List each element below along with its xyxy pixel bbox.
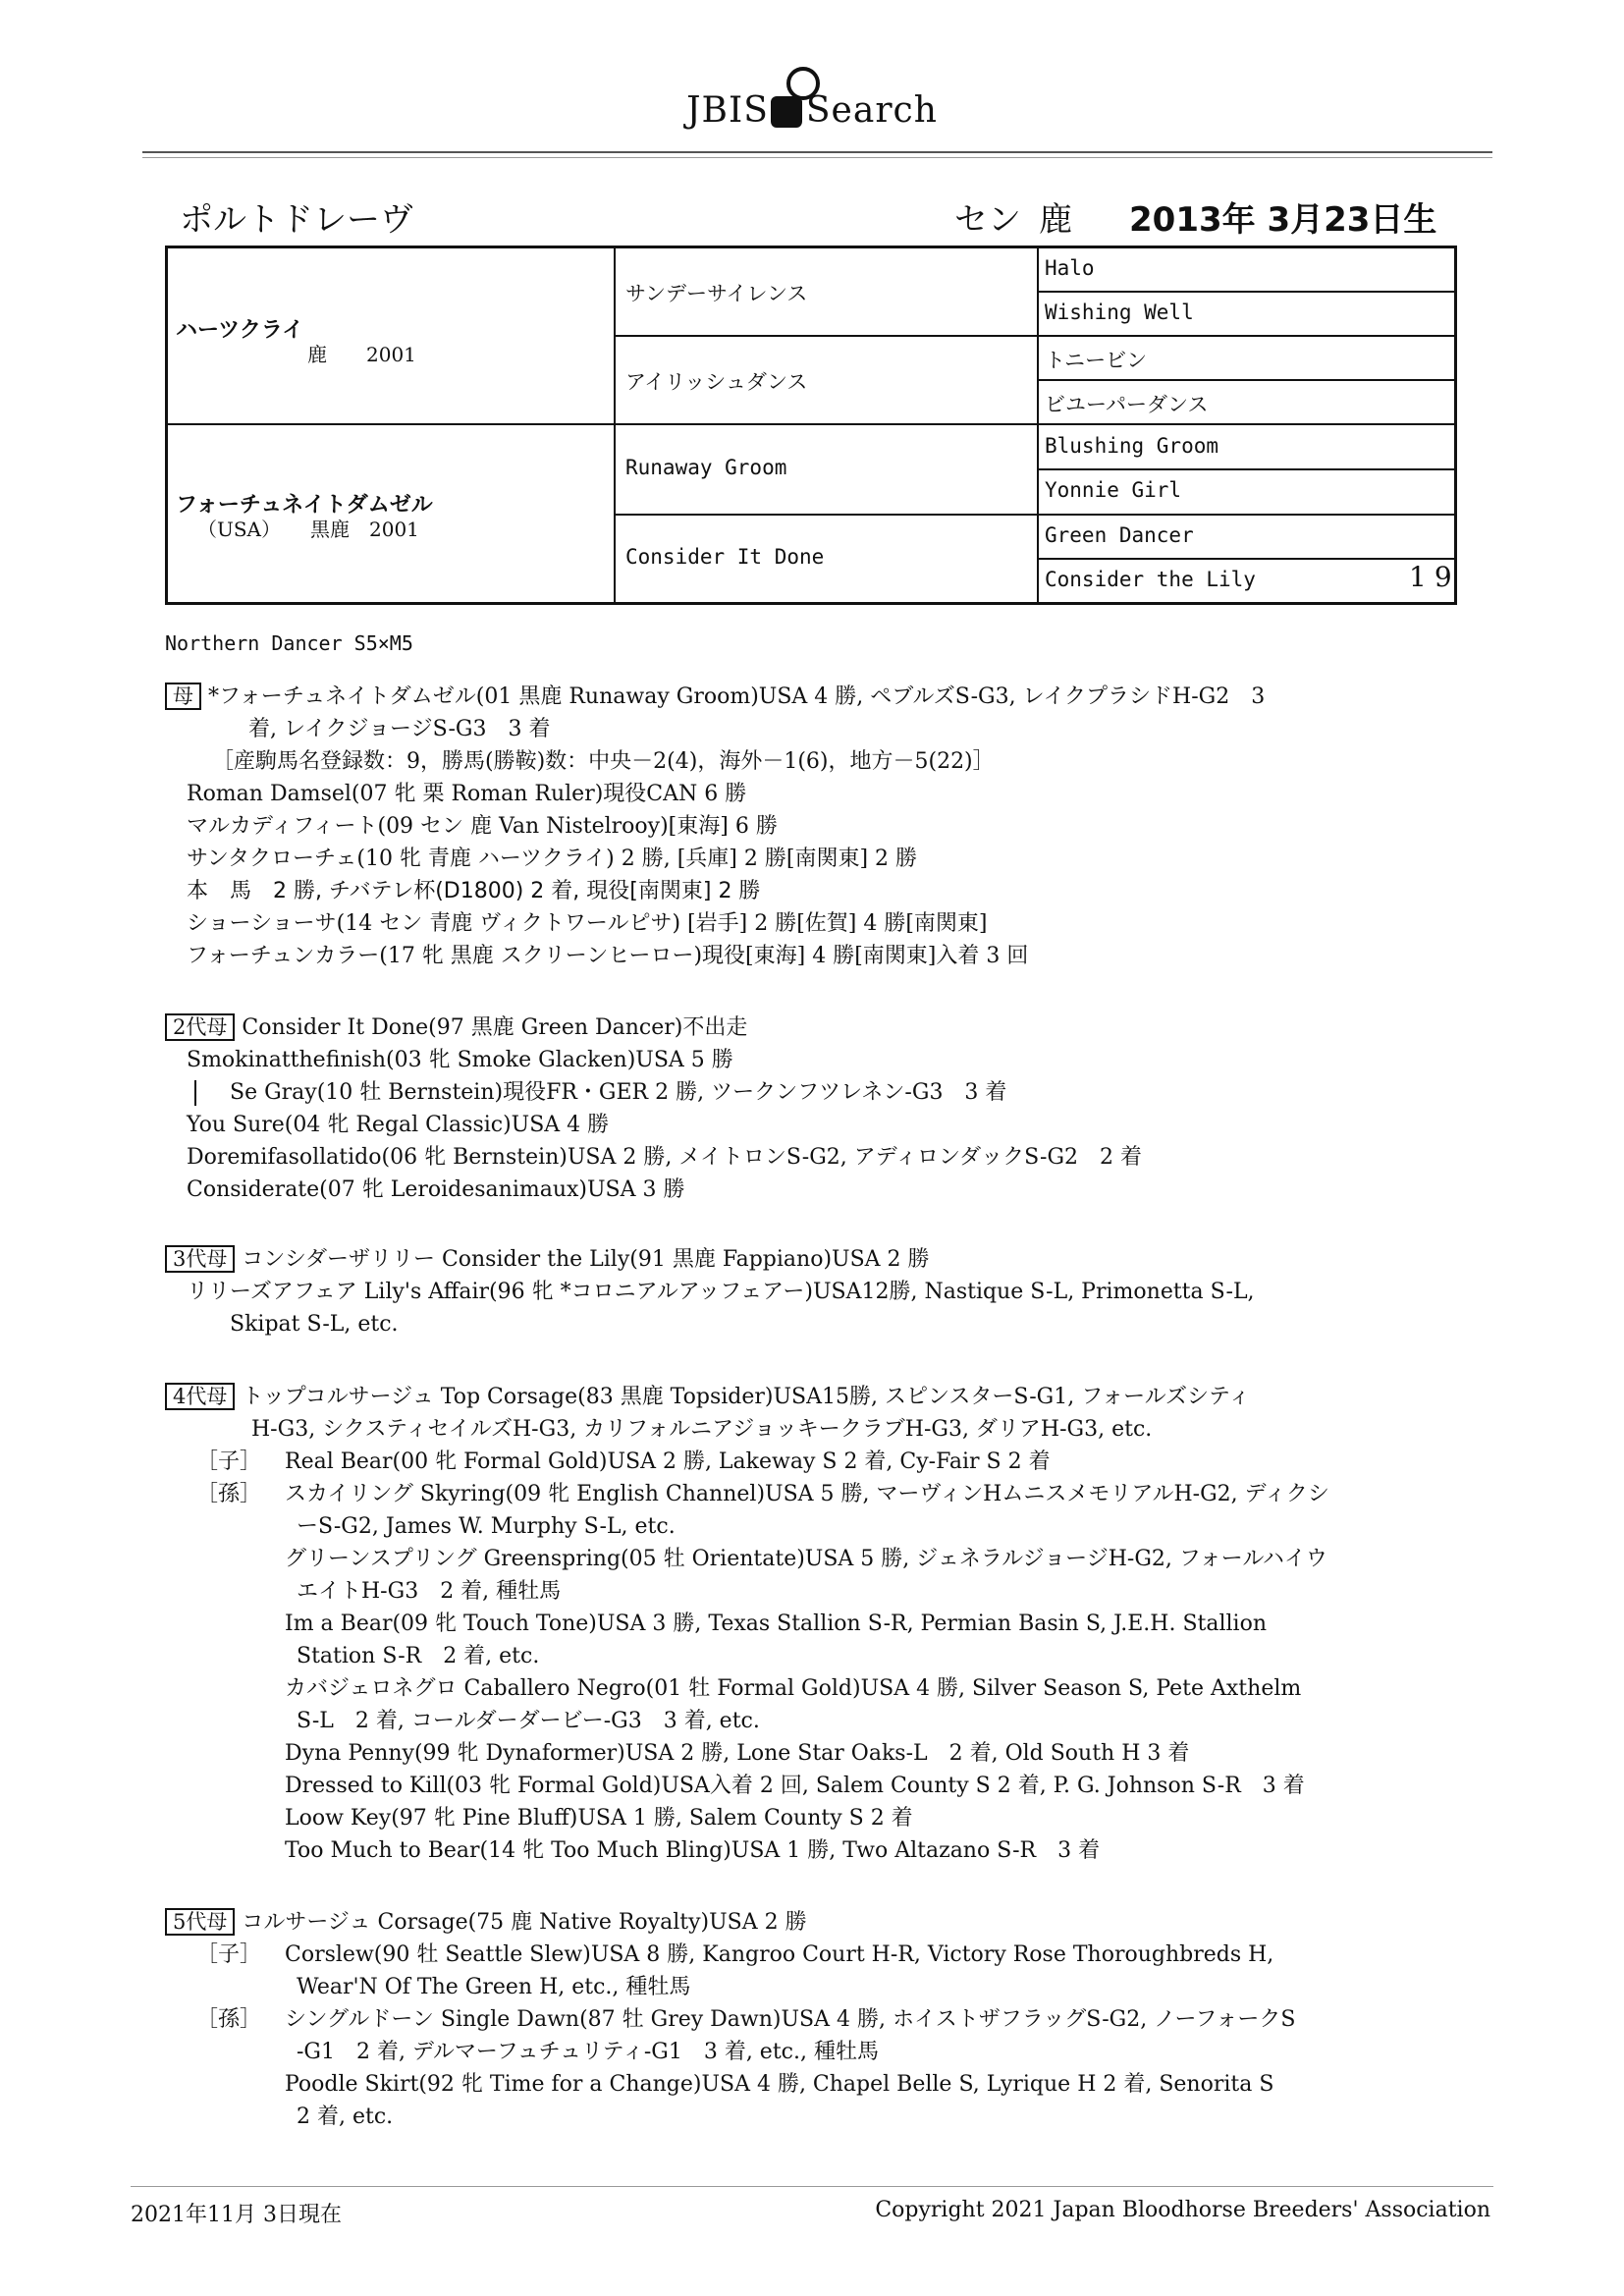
footer-copyright: Copyright 2021 Japan Bloodhorse Breeders' Association <box>875 2198 1490 2222</box>
section-dam <box>165 681 1481 972</box>
pedigree-gen2-3: Runaway Groom <box>625 456 787 479</box>
list-item: サンタクローチェ(10 牝 青鹿 ハーツクライ) 2 勝, [兵庫] 2 勝[南関東] 2 勝 <box>187 847 918 871</box>
list-item: マルカディフィート(09 セン 鹿 Van Nistelrooy)[東海] 6 勝 <box>187 814 778 839</box>
horse-name: ポルトドレーヴ <box>180 200 413 240</box>
dam-produce-stats: ［産駒馬名登録数：9，勝馬(勝鞍)数：中央－2(4)，海外－1(6)，地方－5(22)］ <box>212 749 995 774</box>
list-item: Doremifasollatido(06 牝 Bernstein)USA 2 勝, メイトロンS-G2, アディロンダックS-G2 2 着 <box>187 1145 1143 1170</box>
header-rule <box>142 151 1492 153</box>
section-label-4th-dam: 4代母 <box>165 1383 235 1410</box>
pedigree-gen3-5: Blushing Groom <box>1045 434 1219 458</box>
list-item: Real Bear(00 牝 Formal Gold)USA 2 勝, Lakeway S 2 着, Cy-Fair S 2 着 <box>285 1449 1051 1474</box>
logo-text-right: Search <box>805 90 938 131</box>
list-item: スカイリング Skyring(09 牝 English Channel)USA 5 勝, マーヴィンHムニスメモリアルH-G2, ディクシ <box>285 1482 1329 1506</box>
list-item: Loow Key(97 牝 Pine Bluff)USA 1 勝, Salem County S 2 着 <box>285 1806 913 1831</box>
pedigree-table <box>165 246 1460 605</box>
grandchild-label: ［孫］ <box>196 2007 262 2032</box>
list-item: S-L 2 着, コールダーダービー-G3 3 着, etc. <box>297 1709 760 1733</box>
pedigree-gen3-2: Wishing Well <box>1045 301 1194 324</box>
list-item: Considerate(07 牝 Leroidesanimaux)USA 3 勝 <box>187 1177 685 1202</box>
section-label-5th-dam: 5代母 <box>165 1908 235 1936</box>
pedigree-sire-info: 鹿 2001 <box>307 343 416 366</box>
section-label-3rd-dam: 3代母 <box>165 1245 235 1273</box>
dam-line: *フォーチュネイトダムゼル(01 黒鹿 Runaway Groom)USA 4 勝, ペブルズS-G3, レイクプラシドH-G2 3 <box>208 684 1266 709</box>
footer-date: 2021年11月 3日現在 <box>131 2203 342 2227</box>
pedigree-gen3-3: トニービン <box>1045 349 1148 372</box>
pedigree-dam: フォーチュネイトダムゼル <box>176 493 433 518</box>
header-rule-thin <box>142 157 1492 158</box>
list-item: フォーチュンカラー(17 牝 黒鹿 スクリーンヒーロー)現役[東海] 4 勝[南関東]入着 3 回 <box>187 944 1029 968</box>
list-item: Wear'N Of The Green H, etc., 種牡馬 <box>297 1975 691 1999</box>
second-dam-line: Consider It Done(97 黒鹿 Green Dancer)不出走 <box>242 1015 748 1040</box>
offspring-label: ［子］ <box>196 1942 262 1967</box>
list-item: ショーショーサ(14 セン 青鹿 ヴィクトワールピサ) [岩手] 2 勝[佐賀] 4 勝[南関東] <box>187 911 988 936</box>
list-item: Corslew(90 牡 Seattle Slew)USA 8 勝, Kangroo Court H-R, Victory Rose Thoroughbreds H, <box>285 1942 1274 1967</box>
offspring-label: ［子］ <box>196 1449 262 1474</box>
list-item: 2 着, etc. <box>297 2105 394 2129</box>
list-item: Poodle Skirt(92 牝 Time for a Change)USA 4 勝, Chapel Belle S, Lyrique H 2 着, Senorita S <box>285 2072 1274 2097</box>
list-item: Station S-R 2 着, etc. <box>297 1644 540 1668</box>
list-item: H-G3, シクスティセイルズH-G3, カリフォルニアジョッキークラブH-G3, ダリアH-G3, etc. <box>251 1417 1153 1442</box>
list-item-this-horse: 本 馬 2 勝, チバテレ杯(D1800) 2 着, 現役[南関東] 2 勝 <box>187 879 761 903</box>
pedigree-sire: ハーツクライ <box>176 318 304 343</box>
list-item: リリーズアフェア Lily's Affair(96 牝 *コロニアルアッフェアー)USA12勝, Nastique S-L, Primonetta S-L, <box>187 1280 1255 1304</box>
pedigree-gen3-8: Consider the Lily <box>1045 568 1256 591</box>
list-item: エイトH-G3 2 着, 種牡馬 <box>297 1579 562 1604</box>
fifth-dam-line: コルサージュ Corsage(75 鹿 Native Royalty)USA 2 勝 <box>242 1910 807 1935</box>
list-item: Smokinatthefinish(03 牝 Smoke Glacken)USA 5 勝 <box>187 1048 733 1072</box>
list-item: -G1 2 着, デルマーフュチュリティ-G1 3 着, etc., 種牡馬 <box>297 2040 879 2064</box>
list-item: カバジェロネグロ Caballero Negro(01 牡 Formal Gold)USA 4 勝, Silver Season S, Pete Axthelm <box>285 1676 1302 1701</box>
section-3rd-dam <box>165 1243 1481 1340</box>
fourth-dam-line: トップコルサージュ Top Corsage(83 黒鹿 Topsider)USA15勝, スピンスターS-G1, フォールズシティ <box>242 1385 1251 1409</box>
list-item: You Sure(04 牝 Regal Classic)USA 4 勝 <box>187 1113 610 1137</box>
inbreeding-note: Northern Dancer S5×M5 <box>165 631 413 655</box>
pedigree-gen2-1: サンデーサイレンス <box>625 282 808 305</box>
section-5th-dam <box>165 1906 1481 2133</box>
logo-text-left: JBIS <box>686 90 769 131</box>
jbis-search-logo <box>0 90 1624 131</box>
list-item: Im a Bear(09 牝 Touch Tone)USA 3 勝, Texas Stallion S-R, Permian Basin S, J.E.H. Stallion <box>285 1612 1268 1636</box>
list-item: ーS-G2, James W. Murphy S-L, etc. <box>297 1514 676 1539</box>
section-4th-dam <box>165 1381 1481 1867</box>
horse-color: 鹿 <box>1039 200 1072 240</box>
list-item: Dressed to Kill(03 牝 Formal Gold)USA入着 2 回, Salem County S 2 着, P. G. Johnson S-R 3 着 <box>285 1774 1305 1798</box>
list-item: グリーンスプリング Greenspring(05 牡 Orientate)USA 5 勝, ジェネラルジョージH-G2, フォールハイウ <box>285 1547 1327 1571</box>
list-item: Se Gray(10 牡 Bernstein)現役FR・GER 2 勝, ツークンフツレネン-G3 3 着 <box>165 1076 1481 1109</box>
horse-sex: セン <box>954 200 1021 240</box>
list-item: シングルドーン Single Dawn(87 牡 Grey Dawn)USA 4 勝, ホイストザフラッグS-G2, ノーフォークS <box>285 2007 1296 2032</box>
pedigree-number: 19 <box>1409 561 1460 593</box>
grandchild-label: ［孫］ <box>196 1482 262 1506</box>
pedigree-gen3-7: Green Dancer <box>1045 523 1194 547</box>
section-label-2nd-dam: 2代母 <box>165 1013 235 1041</box>
dam-line-cont: 着, レイクジョージS-G3 3 着 <box>248 717 551 741</box>
pedigree-dam-info: （USA） 黒鹿 2001 <box>197 518 419 541</box>
pedigree-gen2-2: アイリッシュダンス <box>625 370 808 394</box>
logo-mark-icon <box>769 92 806 128</box>
footer-rule <box>131 2186 1493 2187</box>
list-item: Dyna Penny(99 牝 Dynaformer)USA 2 勝, Lone Star Oaks-L 2 着, Old South H 3 着 <box>285 1741 1190 1766</box>
pedigree-gen3-4: ビユーパーダンス <box>1045 393 1209 416</box>
list-item: Too Much to Bear(14 牝 Too Much Bling)USA 1 勝, Two Altazano S-R 3 着 <box>285 1838 1101 1863</box>
section-2nd-dam <box>165 1011 1481 1206</box>
section-label-dam: 母 <box>165 683 201 710</box>
pedigree-gen3-1: Halo <box>1045 256 1095 280</box>
third-dam-line: コンシダーザリリー Consider the Lily(91 黒鹿 Fappiano)USA 2 勝 <box>242 1247 930 1272</box>
list-item: Roman Damsel(07 牝 栗 Roman Ruler)現役CAN 6 勝 <box>187 782 747 806</box>
pedigree-gen3-6: Yonnie Girl <box>1045 478 1182 502</box>
horse-birth: 2013年 3月23日生 <box>1129 200 1437 240</box>
pedigree-gen2-4: Consider It Done <box>625 545 825 569</box>
list-item: Skipat S-L, etc. <box>230 1312 399 1337</box>
